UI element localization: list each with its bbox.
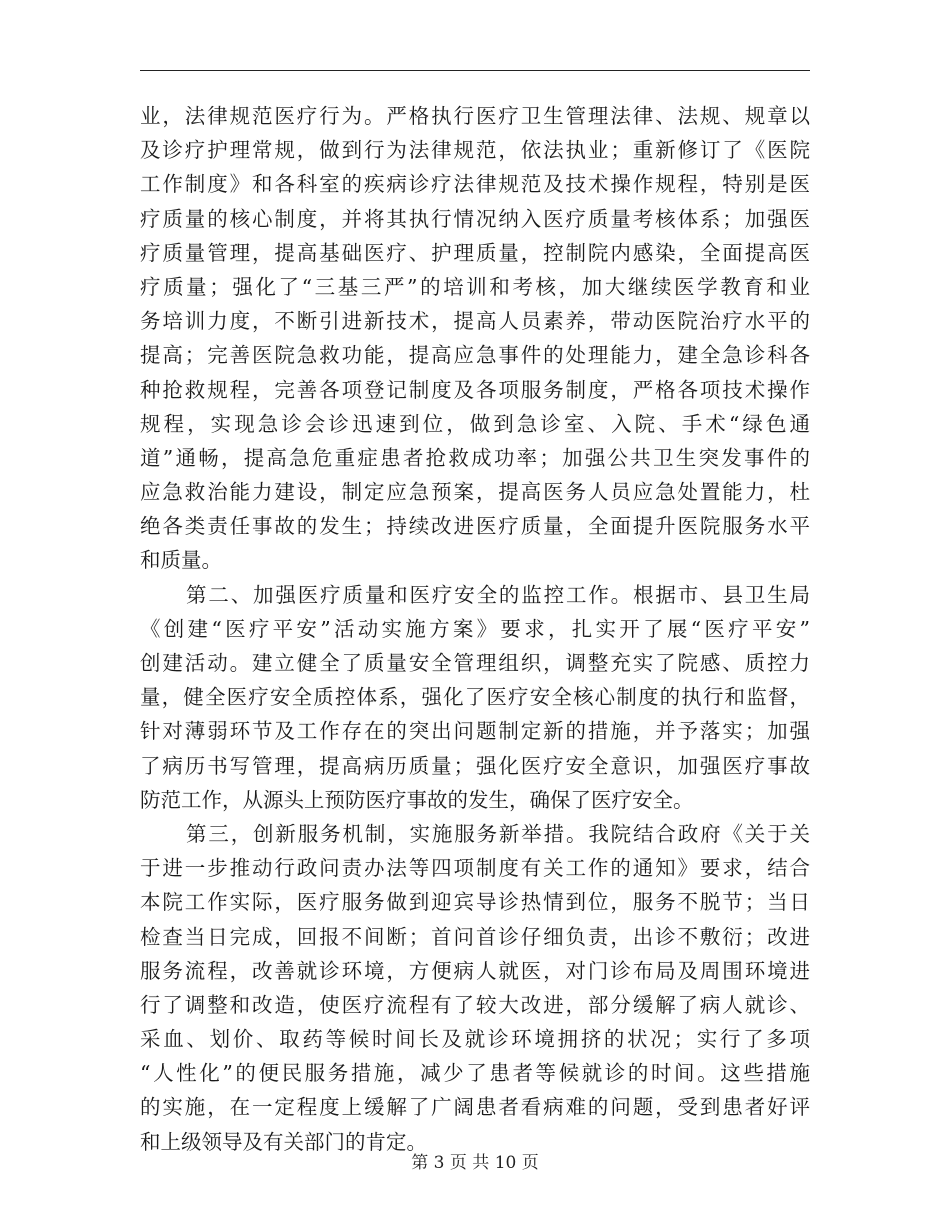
text-line: 及诊疗护理常规，做到行为法律规范，依法执业；重新修订了《医院 bbox=[140, 138, 810, 163]
text-line: 道”通畅，提高急危重症患者抢救成功率；加强公共卫生突发事件的 bbox=[140, 445, 810, 470]
paragraph-start-line: 第三，创新服务机制，实施服务新举措。我院结合政府《关于关 bbox=[186, 821, 810, 846]
text-line: 和上级领导及有关部门的肯定。 bbox=[140, 1129, 427, 1154]
text-line: 疗质量的核心制度，并将其执行情况纳入医疗质量考核体系；加强医 bbox=[140, 206, 810, 231]
text-line: 了病历书写管理，提高病历质量；强化医疗安全意识，加强医疗事故 bbox=[140, 753, 810, 778]
paragraph-start-line: 第二、加强医疗质量和医疗安全的监控工作。根据市、县卫生局 bbox=[186, 582, 810, 607]
text-line: 的实施，在一定程度上缓解了广阔患者看病难的问题，受到患者好评 bbox=[140, 1095, 810, 1120]
text-line: 种抢救规程，完善各项登记制度及各项服务制度，严格各项技术操作 bbox=[140, 377, 810, 402]
text-line: 量，健全医疗安全质控体系，强化了医疗安全核心制度的执行和监督， bbox=[140, 685, 810, 710]
text-line: 于进一步推动行政问责办法等四项制度有关工作的通知》要求，结合 bbox=[140, 856, 810, 881]
text-line: 绝各类责任事故的发生；持续改进医疗质量，全面提升医院服务水平 bbox=[140, 514, 810, 539]
text-line: 本院工作实际，医疗服务做到迎宾导诊热情到位，服务不脱节；当日 bbox=[140, 890, 810, 915]
text-line: “人性化”的便民服务措施，减少了患者等候就诊的时间。这些措施 bbox=[140, 1061, 810, 1086]
document-body bbox=[140, 99, 810, 1159]
text-line: 防范工作，从源头上预防医疗事故的发生，确保了医疗安全。 bbox=[140, 787, 694, 812]
text-line: 和质量。 bbox=[140, 548, 222, 573]
text-line: 业，法律规范医疗行为。严格执行医疗卫生管理法律、法规、规章以 bbox=[140, 104, 810, 128]
text-line: 针对薄弱环节及工作存在的突出问题制定新的措施，并予落实；加强 bbox=[140, 719, 810, 744]
text-line: 应急救治能力建设，制定应急预案，提高医务人员应急处置能力，杜 bbox=[140, 480, 810, 505]
text-line: 疗质量管理，提高基础医疗、护理质量，控制院内感染，全面提高医 bbox=[140, 240, 810, 265]
text-line: 《创建“医疗平安”活动实施方案》要求，扎实开了展“医疗平安” bbox=[140, 616, 810, 641]
text-line: 提高；完善医院急救功能，提高应急事件的处理能力，建全急诊科各 bbox=[140, 343, 810, 368]
text-line: 疗质量；强化了“三基三严”的培训和考核，加大继续医学教育和业 bbox=[140, 274, 810, 299]
page-number-footer: 第 3 页 共 10 页 bbox=[411, 1153, 539, 1173]
text-line: 创建活动。建立健全了质量安全管理组织，调整充实了院感、质控力 bbox=[140, 651, 810, 675]
text-line: 检查当日完成，回报不间断；首问首诊仔细负责，出诊不敷衍；改进 bbox=[140, 924, 810, 949]
header-rule bbox=[140, 70, 810, 71]
text-line: 采血、划价、取药等候时间长及就诊环境拥挤的状况；实行了多项 bbox=[140, 1027, 810, 1052]
text-line: 工作制度》和各科室的疾病诊疗法律规范及技术操作规程，特别是医 bbox=[140, 172, 810, 197]
text-line: 行了调整和改造，使医疗流程有了较大改进，部分缓解了病人就诊、 bbox=[140, 992, 810, 1017]
text-line: 务培训力度，不断引进新技术，提高人员素养，带动医院治疗水平的 bbox=[140, 309, 810, 334]
text-line: 规程，实现急诊会诊迅速到位，做到急诊室、入院、手术“绿色通 bbox=[140, 411, 810, 436]
text-line: 服务流程，改善就诊环境，方便病人就医，对门诊布局及周围环境进 bbox=[140, 958, 810, 983]
